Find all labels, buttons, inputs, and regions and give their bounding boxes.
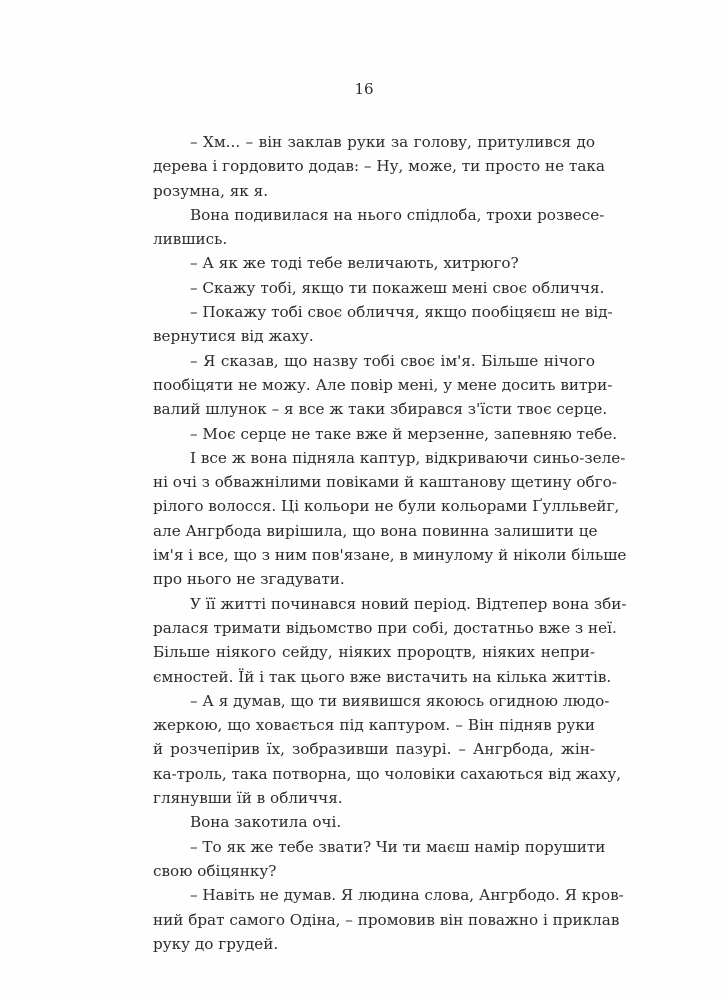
text-line: руку до грудей. xyxy=(153,934,279,953)
text-line: – Я сказав, що назву тобі своє ім'я. Більше нічого xyxy=(190,351,595,370)
text-line: пообіцяти не можу. Але повір мені, у мене досить витри- xyxy=(153,375,613,394)
text-line: – Хм... – він заклав руки за голову, притулився до xyxy=(190,133,595,151)
text-line: ємностей. Їй і так цього вже вистачить на кілька життів. xyxy=(153,667,612,686)
text-line: – А як же тоді тебе величають, хитрюго? xyxy=(190,254,519,273)
text-line: жеркою, що ховається під каптуром. – Він підняв руки xyxy=(153,716,595,735)
text-line: й розчепірив їх, зобразивши пазурі. – Ангрбода, жін- xyxy=(153,740,595,759)
text-line: ка-троль, така потворна, що чоловіки сахаються від жаху, xyxy=(153,764,622,783)
paragraph xyxy=(153,422,618,446)
paragraph xyxy=(153,689,622,810)
text-line: розумна, як я. xyxy=(153,181,269,200)
text-line: – Навіть не думав. Я людина слова, Ангрбодо. Я кров- xyxy=(190,886,624,905)
paragraph xyxy=(153,592,627,689)
text-line: свою обіцянку? xyxy=(153,861,277,880)
text-line: ралася тримати відьомство при собі, достатньо вже з неї. xyxy=(153,618,617,637)
body-text xyxy=(153,130,627,956)
text-line: про нього не згадувати. xyxy=(153,570,345,589)
text-line: Вона подивилася на нього спідлоба, трохи розвесе- xyxy=(190,205,605,224)
page-number: 16 xyxy=(354,80,374,98)
text-line: Більше ніякого сейду, ніяких пророцтв, ніяких непри- xyxy=(153,643,595,662)
text-line: – А я думав, що ти виявишся якоюсь огидною людо- xyxy=(190,691,610,710)
text-line: І все ж вона підняла каптур, відкриваючи синьо-зеле- xyxy=(190,448,626,467)
paragraph xyxy=(153,349,613,422)
text-line: – Покажу тобі своє обличчя, якщо пообіцяєш не від- xyxy=(190,303,613,322)
text-line: глянувши їй в обличчя. xyxy=(153,789,343,808)
text-line: – Моє серце не таке вже й мерзенне, запевняю тебе. xyxy=(190,424,618,443)
text-line: дерева і гордовито додав: – Ну, може, ти просто не така xyxy=(153,157,605,176)
text-line: Вона закотила очі. xyxy=(190,813,342,832)
paragraph xyxy=(153,446,627,592)
text-line: але Ангрбода вирішила, що вона повинна залишити це xyxy=(153,521,598,540)
text-line: лившись. xyxy=(153,230,228,249)
text-line: У її житті починався новий період. Відтепер вона зби- xyxy=(190,594,627,613)
paragraph xyxy=(153,835,606,884)
text-line: валий шлунок – я все ж таки збирався з'їсти твоє серце. xyxy=(153,400,608,419)
paragraph xyxy=(153,251,595,275)
paragraph xyxy=(153,810,595,834)
text-line: вернутися від жаху. xyxy=(153,327,314,346)
text-line: рілого волосся. Ці кольори не були кольорами Ґулльвейг, xyxy=(153,497,620,516)
paragraph xyxy=(153,276,605,300)
paragraph xyxy=(153,883,624,956)
paragraph xyxy=(153,130,605,203)
text-line: ні очі з обважнілими повіками й каштанову щетину обго- xyxy=(153,473,617,492)
text-line: ім'я і все, що з ним пов'язане, в минулому й ніколи більше xyxy=(153,546,627,565)
text-line: – Скажу тобі, якщо ти покажеш мені своє обличчя. xyxy=(190,278,605,297)
paragraph xyxy=(153,203,605,252)
text-line: ний брат самого Одіна, – промовив він поважно і приклав xyxy=(153,910,620,929)
text-line: – То як же тебе звати? Чи ти маєш намір порушити xyxy=(190,837,606,856)
paragraph xyxy=(153,300,613,349)
